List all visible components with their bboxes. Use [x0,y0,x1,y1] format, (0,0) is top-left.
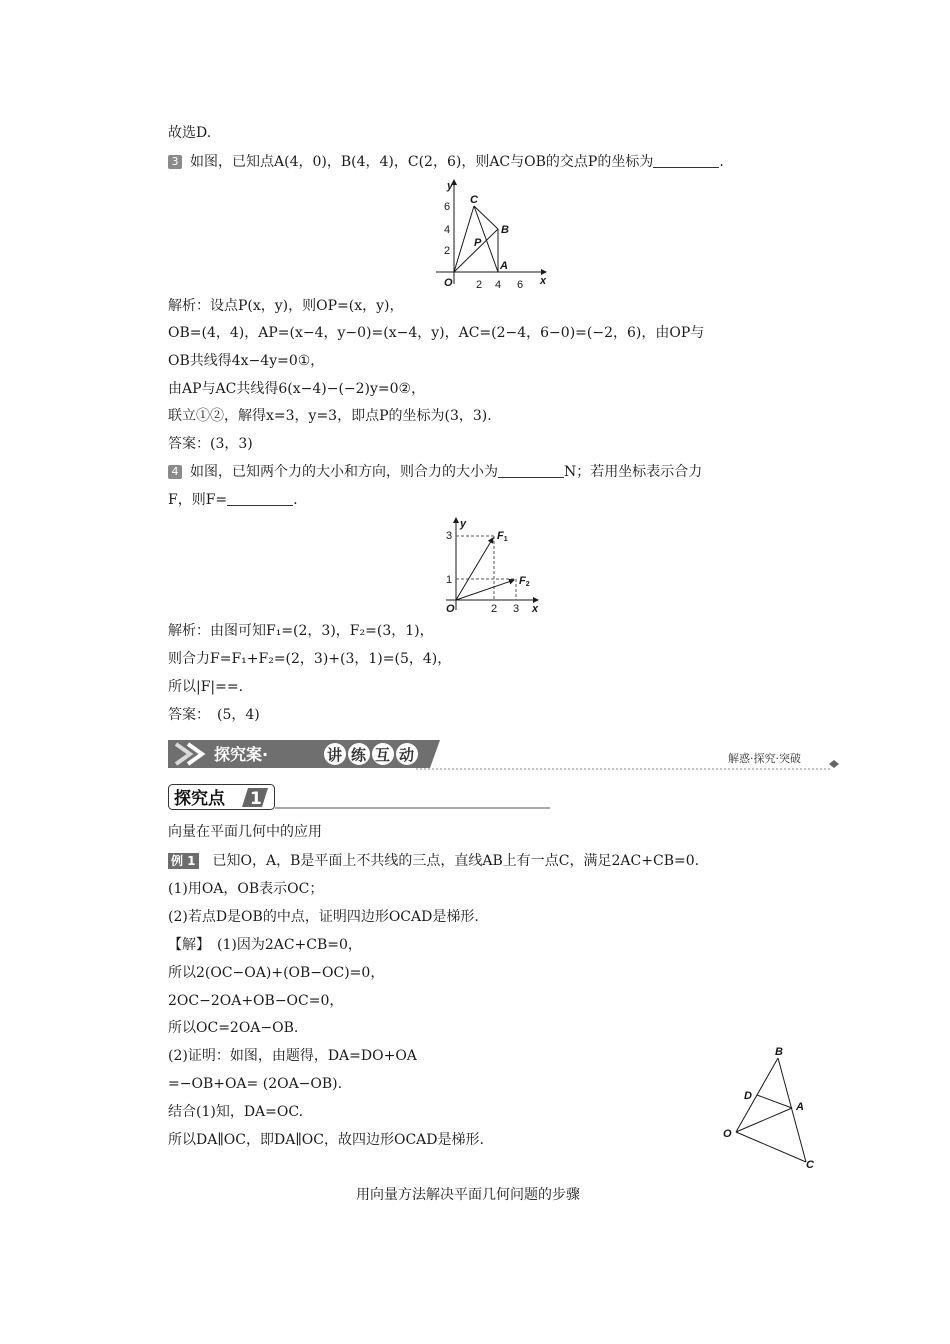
punctuation: . [719,154,724,170]
x-tick-label: 6 [517,279,524,290]
point-label-d: D [744,1090,752,1102]
vector-f2 [456,580,514,600]
point-label-p: P [474,237,482,249]
text-line: 【解】 (1)因为2AC+CB=0， [168,937,362,953]
figure-q3-coordinate-plot [430,176,555,290]
text-line: (1)用OA，OB表示OC； [168,881,324,897]
text-line: 解析：由图可知F₁=(2，3)，F₂=(3，1)， [168,623,434,639]
text-line: (2)若点D是OB的中点，证明四边形OCAD是梯形. [168,909,479,925]
tag-text: 探究点 [174,789,225,809]
section-banner [168,738,840,770]
text-line: 所以OC=2OA−OB. [168,1020,299,1036]
exploration-point-tag [168,784,553,812]
point-label-o: O [723,1128,732,1140]
x-axis-label: x [532,603,539,615]
point-label-b: B [501,224,509,236]
text-line: OB=(4，4)，AP=(x−4，y−0)=(x−4，y)，AC=(2−4，6−0)=(−2，6)，由OP与 [168,325,705,341]
vector-f1 [456,538,493,600]
text-line: 则合力F=F₁+F₂=(2，3)+(3，1)=(5，4)， [168,651,452,667]
question-text: 如图，已知点A(4，0)，B(4，4)，C(2，6)，则AC与OB的交点P的坐标为 [190,154,654,170]
banner-subtitle: 解惑·探究·突破 [728,752,801,765]
question-number-badge: 3 [168,155,182,169]
text-line: 所以|F|==. [168,679,244,695]
text-line: =−OB+OA= (2OA−OB). [168,1076,343,1092]
question-number-badge: 4 [168,465,182,479]
answer-blank [227,491,293,506]
point-label-b: B [775,1046,783,1058]
section-subtitle: 向量在平面几何中的应用 [168,824,322,840]
banner-char: 练 [351,746,367,764]
figure-trapezoid [716,1040,826,1174]
text-line: 所以2(OC−OA)+(OB−OC)=0， [168,965,385,981]
text-line: 所以DA∥OC，即DA∥OC，故四边形OCAD是梯形. [168,1132,484,1148]
section-heading: 用向量方法解决平面几何问题的步骤 [356,1187,580,1203]
x-tick-label: 2 [491,603,498,615]
banner-char: 互 [375,746,391,764]
question-text: 如图，已知两个力的大小和方向，则合力的大小为 [190,464,498,480]
text-line: 联立①②，解得x=3，y=3，即点P的坐标为(3，3). [168,408,492,424]
banner-title: 探究案· [214,745,269,764]
answer-line: 答案： (5，4) [168,707,260,723]
example-text: 已知O，A，B是平面上不共线的三点，直线AB上有一点C，满足2AC+CB=0. [212,853,700,869]
y-axis-label: y [447,180,454,192]
banner-char: 讲 [327,746,343,764]
text-line: (2)证明：如图，由题得，DA=DO+OA [168,1048,417,1064]
x-tick-label: 3 [513,603,520,615]
segment-da [757,1095,792,1108]
vector-label-f1: F1 [497,530,508,543]
text-line: 2OC−2OA+OB−OC=0， [168,993,344,1009]
figure-q4-force-vectors [436,514,546,616]
question-text: F，则F= [168,492,228,508]
point-label-c: C [470,194,478,206]
text-line: 由AP与AC共线得6(x−4)−(−2)y=0②， [168,381,426,397]
example-tag: 例 1 [168,853,199,869]
answer-line: 答案：(3，3) [168,436,253,452]
y-axis-label: y [460,518,467,530]
point-label-c: C [806,1159,814,1171]
question-4-cont [168,490,298,510]
text-line: 结合(1)知，DA=OC. [168,1104,304,1120]
banner-char: 动 [399,746,415,764]
y-tick-label: 4 [444,224,451,236]
y-tick-label: 1 [446,574,453,586]
vector-label-f2: F2 [519,575,530,588]
example-1 [168,851,699,871]
text-line: 故选D. [168,125,212,141]
origin-label: O [446,603,455,615]
segment-oa [736,1108,792,1132]
punctuation: . [293,492,298,508]
y-tick-label: 3 [446,530,453,542]
x-tick-label: 2 [476,279,483,290]
text-line: 解析：设点P(x，y)，则OP=(x，y)， [168,298,404,314]
y-tick-label: 6 [444,201,451,213]
answer-blank [498,463,564,478]
answer-blank [653,153,719,168]
point-label-a: A [796,1101,804,1113]
text-line: OB共线得4x−4y=0①， [168,353,325,369]
x-axis-label: x [540,275,547,287]
question-3 [168,152,724,172]
segment-oc [736,1132,806,1162]
question-4 [168,462,702,482]
x-tick-label: 4 [495,279,502,290]
point-label-a: A [500,260,508,272]
tag-number: 1 [250,789,262,809]
y-tick-label: 2 [444,245,451,257]
segment-cb [474,206,498,229]
point-label-o: O [444,277,453,289]
question-text: N；若用坐标表示合力 [564,464,703,480]
